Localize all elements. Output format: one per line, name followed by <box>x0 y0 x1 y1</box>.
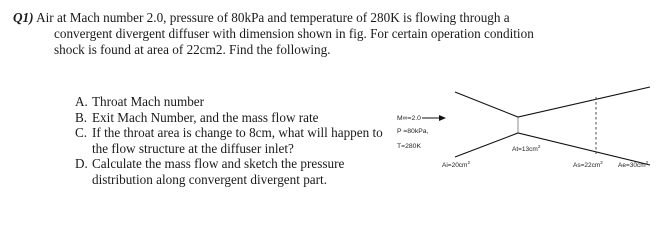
sub-question-text: If the throat area is change to 8cm, what will happen to the flow structure at the diffuser inlet? <box>92 125 383 156</box>
diffuser-sketch <box>395 85 661 203</box>
sub-question-list <box>75 94 395 188</box>
sub-question-label: B. <box>75 109 88 125</box>
temperature-label: T=280K <box>397 143 421 150</box>
superscript-2: 2 <box>645 160 649 165</box>
diffuser-lower-wall <box>455 133 650 165</box>
sub-question-d <box>75 156 395 187</box>
superscript-2: 2 <box>537 144 541 149</box>
exit-area-label <box>618 160 649 169</box>
question-number: Q1) <box>13 10 34 25</box>
sub-question-label: D. <box>75 156 88 172</box>
superscript-2: 2 <box>467 160 470 165</box>
sub-question-label: A. <box>75 94 88 109</box>
sub-question-c <box>75 125 395 156</box>
question-line-1: Air at Mach number 2.0, pressure of 80kPa and temperature of 280K is flowing through a <box>36 10 510 25</box>
mach-label: M∞=2.0 <box>397 115 421 122</box>
shock-area-value: As=22cm <box>573 162 601 169</box>
inlet-area-label <box>442 160 470 169</box>
shock-area-label <box>573 160 603 169</box>
exit-area-value: Ae=30cm <box>618 162 646 169</box>
sub-question-label: C. <box>75 125 88 141</box>
question-text <box>13 10 643 58</box>
inlet-area-value: Ai=20cm <box>442 162 468 169</box>
question-line-2: convergent divergent diffuser with dimension shown in fig. For certain operation condition <box>54 26 534 41</box>
question-line-3: shock is found at area of 22cm2. Find the following. <box>54 42 331 57</box>
pressure-label: P =80kPa, <box>397 128 429 135</box>
throat-area-value: At=13cm <box>512 146 538 153</box>
sub-question-b <box>75 110 395 126</box>
sub-question-a <box>75 94 395 110</box>
sub-question-text: Exit Mach Number, and the mass flow rate <box>92 109 319 125</box>
sub-question-text: Throat Mach number <box>92 94 205 109</box>
diffuser-upper-wall <box>455 87 650 117</box>
diffuser-figure <box>395 85 661 203</box>
sub-question-text: Calculate the mass flow and sketch the pressure distribution along convergent divergent part. <box>92 156 345 187</box>
arrow-head-icon <box>439 115 446 121</box>
throat-area-label <box>512 144 541 153</box>
superscript-2: 2 <box>600 160 603 165</box>
